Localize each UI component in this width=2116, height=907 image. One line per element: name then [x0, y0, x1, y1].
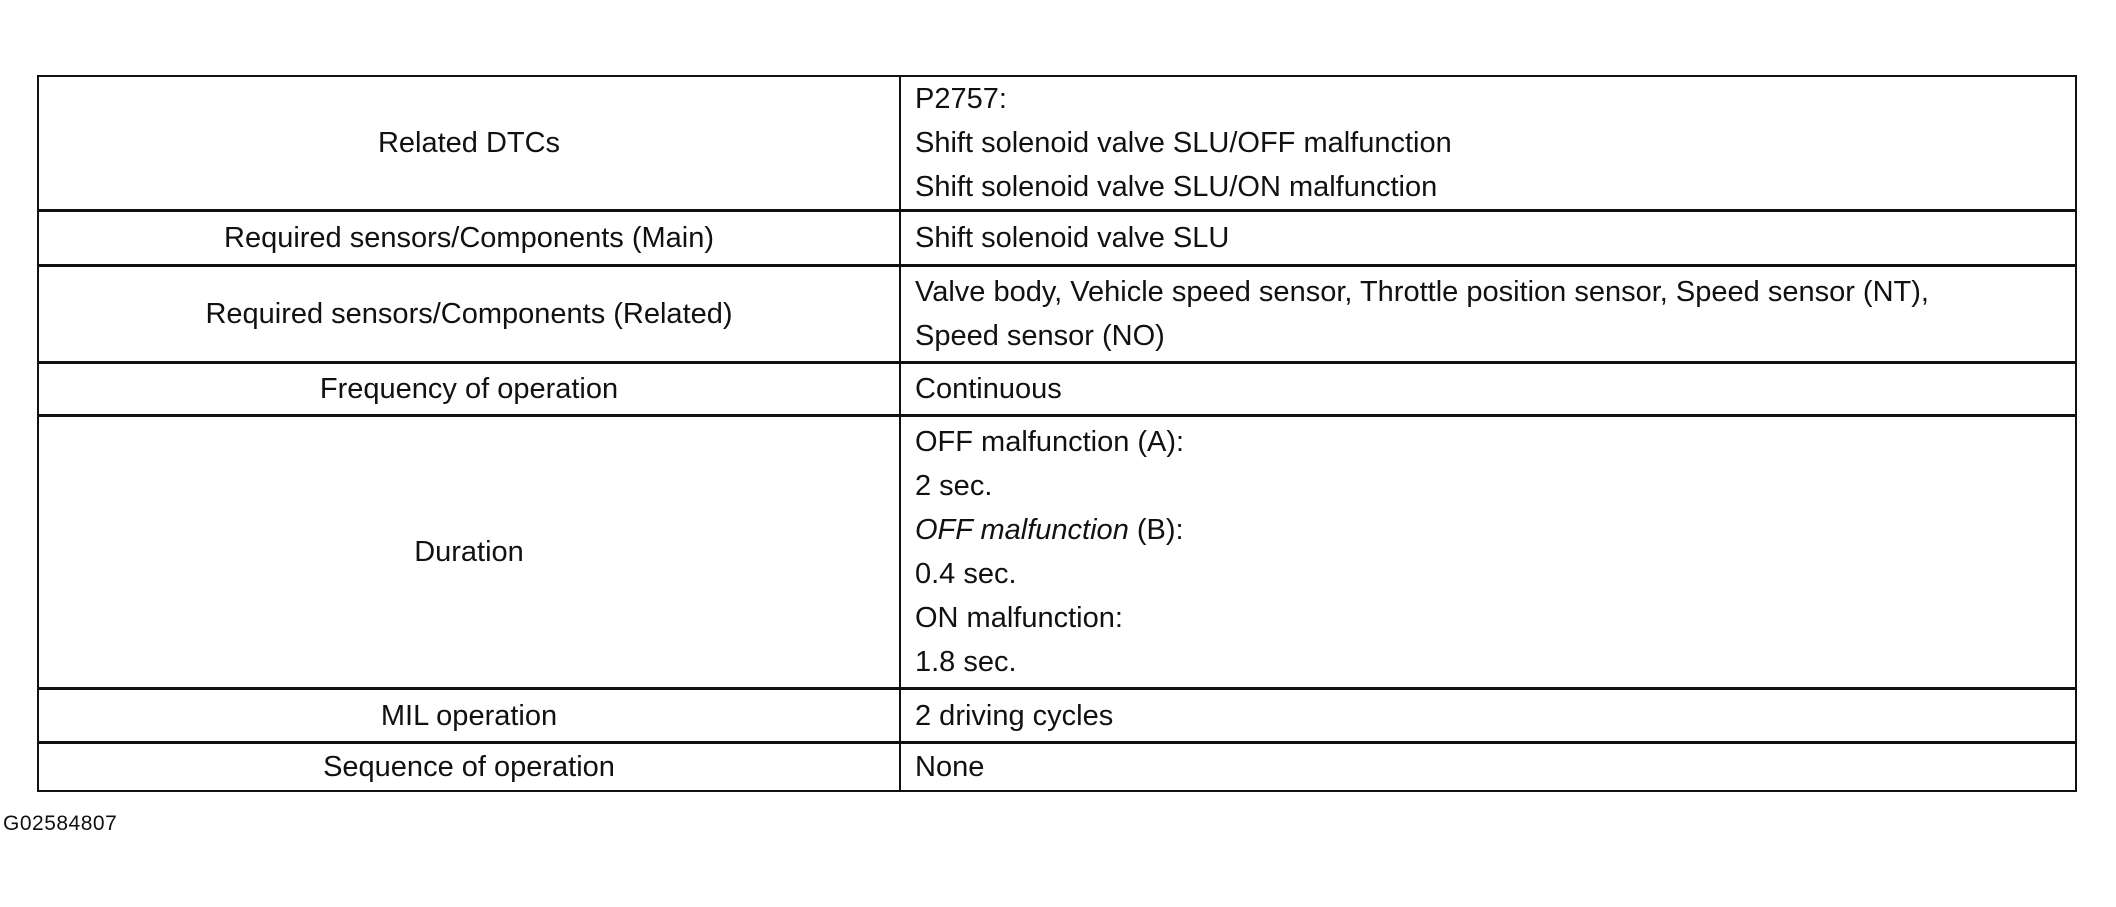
row-label: MIL operation: [38, 689, 900, 743]
row-value: [900, 266, 2076, 363]
row-value: [900, 76, 2076, 211]
table-row-frequency: [38, 363, 2076, 416]
value-line: Shift solenoid valve SLU/OFF malfunction: [915, 127, 1452, 159]
value-line: 2 driving cycles: [915, 699, 1114, 732]
table-row-related-dtcs: [38, 76, 2076, 211]
value-line: P2757:: [915, 83, 1007, 115]
row-label: Frequency of operation: [38, 363, 900, 416]
value-line: Continuous: [915, 373, 1062, 405]
value-line-italic-part: OFF malfunction: [915, 514, 1129, 546]
row-value: [900, 416, 2076, 689]
value-line: Valve body, Vehicle speed sensor, Throttle position sensor, Speed sensor (NT),: [915, 276, 1929, 308]
table-row-mil-operation: [38, 689, 2076, 743]
table-row-components-main: [38, 211, 2076, 266]
value-line: 1.8 sec.: [915, 646, 1017, 678]
row-label: Duration: [38, 416, 900, 689]
table-row-duration: [38, 416, 2076, 689]
value-line: ON malfunction:: [915, 602, 1123, 634]
table-row-sequence: [38, 743, 2076, 791]
value-line: Shift solenoid valve SLU: [915, 222, 1230, 254]
row-label: Required sensors/Components (Main): [38, 211, 900, 266]
row-value: [900, 743, 2076, 791]
row-label: Required sensors/Components (Related): [38, 266, 900, 363]
row-label: Related DTCs: [38, 76, 900, 211]
value-line: OFF malfunction (A):: [915, 426, 1185, 458]
value-line: 0.4 sec.: [915, 558, 1017, 590]
table-row-components-related: [38, 266, 2076, 363]
value-line: Speed sensor (NO): [915, 320, 1165, 352]
row-value: [900, 211, 2076, 266]
value-line: Shift solenoid valve SLU/ON malfunction: [915, 171, 1438, 203]
value-line-upright-part: (B):: [1136, 514, 1184, 546]
dtc-spec-table: [37, 75, 2077, 792]
value-line: None: [915, 750, 985, 783]
row-value: [900, 689, 2076, 743]
value-line: [915, 508, 2061, 552]
row-value: [900, 363, 2076, 416]
figure-id: G02584807: [3, 812, 118, 835]
row-label: Sequence of operation: [38, 743, 900, 791]
value-line: 2 sec.: [915, 470, 993, 502]
